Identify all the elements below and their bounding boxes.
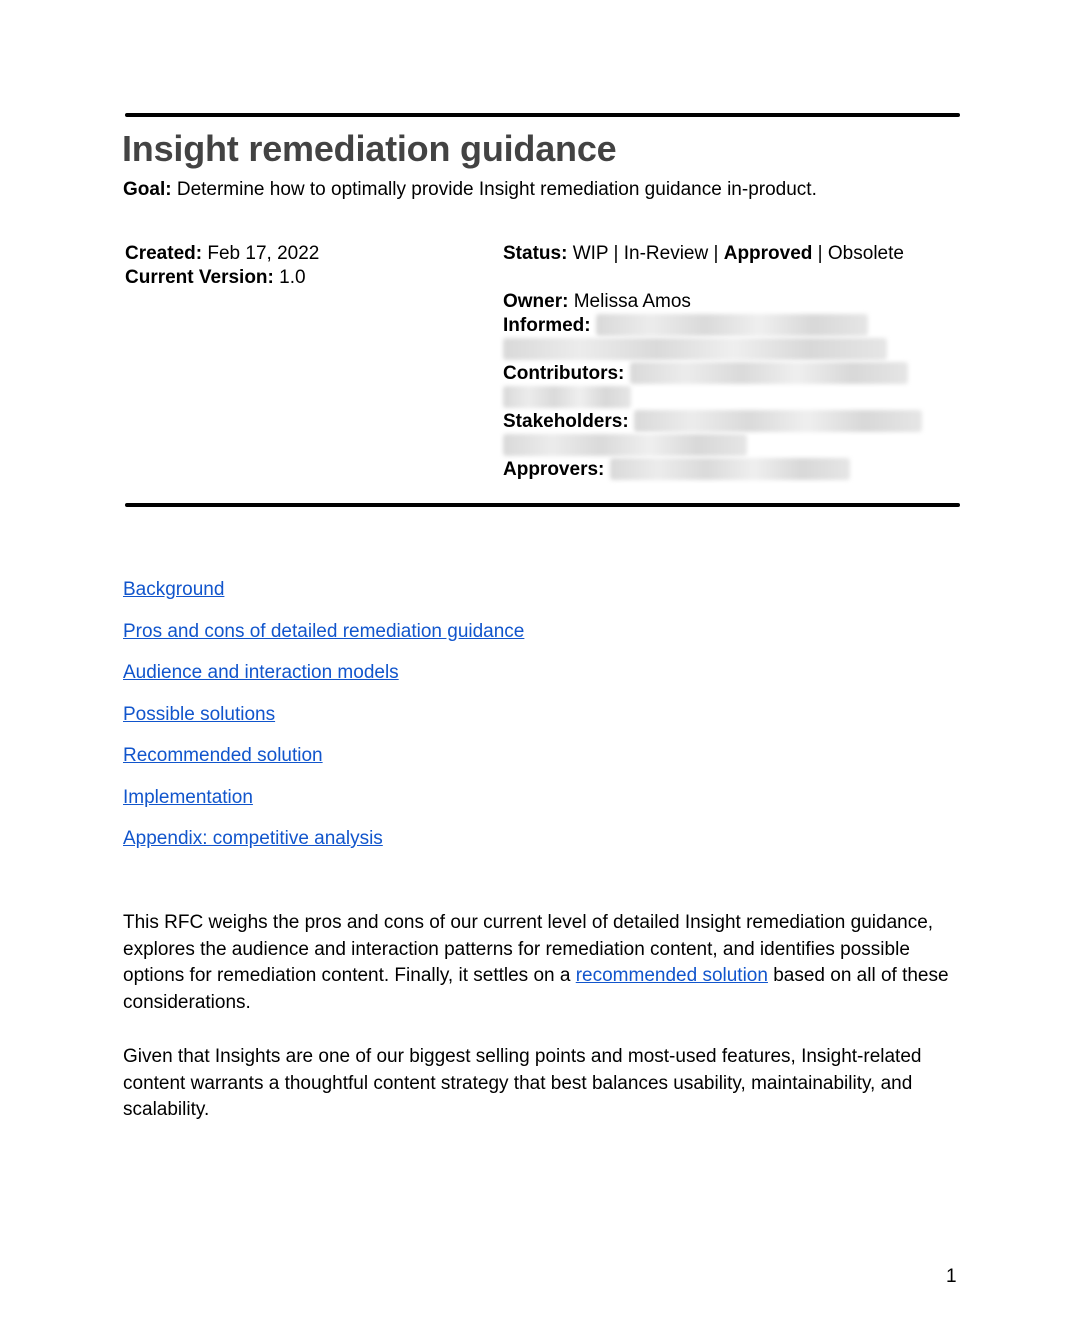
contributors-redacted-names-continued (503, 386, 631, 408)
intro-text-before-link: This RFC weighs the pros and cons of our current level of detailed Insight remediation guidance, explores the audience and interaction patterns for remediation content, and identifies possible options for remediation content. Finally, it settles on a (123, 912, 934, 987)
version-value: 1.0 (273, 267, 306, 288)
intro-paragraph (123, 910, 963, 1017)
created-row (125, 242, 319, 266)
status-row (503, 242, 943, 266)
stakeholders-redacted-names (634, 410, 922, 432)
intro-text-after-link: based on all of these considerations. (123, 965, 949, 1014)
created-label: Created: (125, 243, 203, 264)
toc-link-possible-solutions[interactable]: Possible solutions (123, 703, 276, 725)
status-separator: | (812, 243, 828, 264)
status-separator: | (708, 243, 724, 264)
toc-link-implementation[interactable]: Implementation (123, 786, 253, 808)
rationale-paragraph: Given that Insights are one of our biggest selling points and most-used features, Insight-related content warrants a thoughtful content strategy that best balances usability, maintainability, and scalability. (123, 1046, 922, 1121)
owner-label: Owner: (503, 291, 569, 312)
informed-row-continued (503, 338, 943, 362)
status-option-wip: WIP (572, 243, 609, 264)
document-title: Insight remediation guidance (122, 128, 617, 169)
informed-label: Informed: (503, 315, 591, 336)
status-option-approved: Approved (723, 243, 813, 264)
stakeholders-row-continued (503, 434, 943, 458)
contributors-redacted-names (630, 362, 908, 384)
status-separator: | (608, 243, 624, 264)
owner-row (503, 290, 943, 314)
version-label: Current Version: (125, 267, 274, 288)
approvers-row (503, 458, 943, 482)
toc-link-audience-and-interaction-models[interactable]: Audience and interaction models (123, 662, 399, 683)
version-row (125, 266, 319, 290)
status-label: Status: (503, 243, 568, 264)
contributors-row-continued (503, 386, 943, 410)
table-of-contents (123, 578, 524, 869)
stakeholders-label: Stakeholders: (503, 411, 629, 432)
owner-value: Melissa Amos (568, 291, 691, 312)
goal-text: Determine how to optimally provide Insight remediation guidance in-product. (171, 179, 817, 200)
goal-line (123, 179, 817, 201)
informed-redacted-names (596, 314, 868, 336)
page-number: 1 (946, 1266, 957, 1287)
informed-row (503, 314, 943, 338)
toc-link-appendix[interactable]: Appendix: competitive analysis (123, 828, 383, 849)
toc-link-recommended-solution[interactable]: Recommended solution (123, 745, 323, 766)
toc-link-background[interactable]: Background (123, 579, 225, 600)
stakeholders-redacted-names-continued (503, 434, 747, 456)
stakeholders-row (503, 410, 943, 434)
contributors-row (503, 362, 943, 386)
meta-left-column (125, 242, 319, 290)
header-bottom-rule (125, 503, 960, 507)
status-option-in-review: In-Review (623, 243, 709, 264)
approvers-redacted-names (610, 458, 850, 480)
header-top-rule (125, 113, 960, 117)
approvers-label: Approvers: (503, 459, 605, 480)
meta-right-column (503, 242, 943, 482)
created-value: Feb 17, 2022 (202, 243, 320, 264)
goal-label: Goal: (123, 179, 172, 200)
contributors-label: Contributors: (503, 363, 625, 384)
status-option-obsolete: Obsolete (827, 243, 904, 264)
informed-redacted-names-continued (503, 338, 887, 360)
toc-link-pros-and-cons[interactable]: Pros and cons of detailed remediation guidance (123, 620, 525, 642)
recommended-solution-link[interactable]: recommended solution (575, 965, 768, 987)
